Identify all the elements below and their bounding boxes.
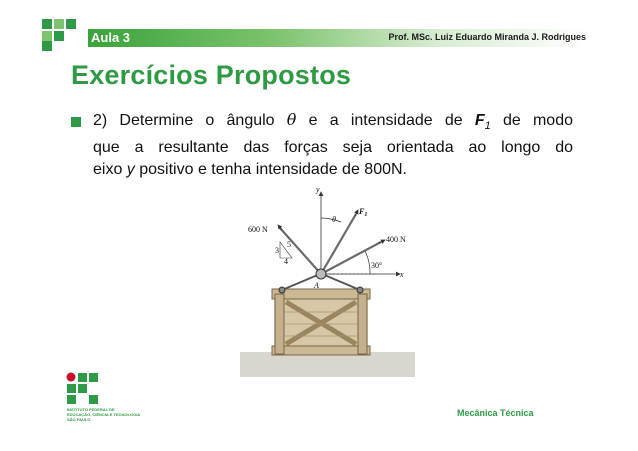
- label-F1: $F_1$: [359, 207, 368, 218]
- problem-line-1: [93, 109, 573, 137]
- lesson-label: Aula 3: [91, 30, 131, 45]
- bullet-square: [71, 117, 81, 127]
- ground: [240, 352, 415, 377]
- problem-line-3: [93, 159, 573, 181]
- force-symbol: F: [474, 112, 485, 129]
- problem-text: de modo: [490, 112, 573, 129]
- problem-text: e a intensidade de: [296, 112, 475, 129]
- force-cables: [280, 214, 381, 274]
- label-600N: 600 N: [248, 225, 268, 234]
- axis-symbol: y: [126, 161, 135, 179]
- logo-line-2: EDUCAÇÃO, CIÊNCIA E TECNOLOGIA: [67, 412, 141, 417]
- label-theta: θ: [332, 215, 336, 224]
- label-tri-5: 5: [287, 240, 291, 249]
- problem-text: 2) Determine o ângulo: [93, 112, 287, 129]
- problem-text: eixo: [93, 161, 127, 179]
- label-y-axis: y: [316, 185, 320, 194]
- label-30deg: 30°: [371, 261, 383, 270]
- problem-statement: [93, 109, 573, 181]
- logo-line-3: SÃO PAULO: [67, 417, 91, 422]
- theta-arc: [321, 218, 341, 222]
- label-tri-4: 4: [284, 257, 288, 266]
- label-400N: 400 N: [386, 235, 406, 244]
- header-logo-squares: [40, 17, 90, 51]
- crate-force-diagram: [240, 184, 415, 377]
- theta-symbol: θ: [286, 110, 297, 129]
- footer-course: Mecânica Técnica: [457, 408, 534, 418]
- label-A: A: [314, 281, 319, 290]
- angle-arc-30: [365, 251, 370, 274]
- ring-A: [316, 269, 326, 279]
- logo-line-1: INSTITUTO FEDERAL DE: [67, 407, 115, 412]
- professor-name: Prof. MSc. Luiz Eduardo Miranda J. Rodrigues: [388, 32, 586, 42]
- problem-line-2: que a resultante das forças seja orientada ao longo do: [93, 139, 573, 157]
- force-subscript: 1: [484, 120, 491, 133]
- problem-text: positivo e tenha intensidade de 800N.: [134, 161, 407, 179]
- ifsp-logo: [65, 371, 141, 423]
- coordinate-axes: [321, 192, 400, 274]
- slide-title: Exercícios Propostos: [71, 60, 352, 90]
- label-x-axis: x: [400, 270, 404, 279]
- label-tri-3: 3: [275, 246, 279, 255]
- crate: [272, 289, 370, 355]
